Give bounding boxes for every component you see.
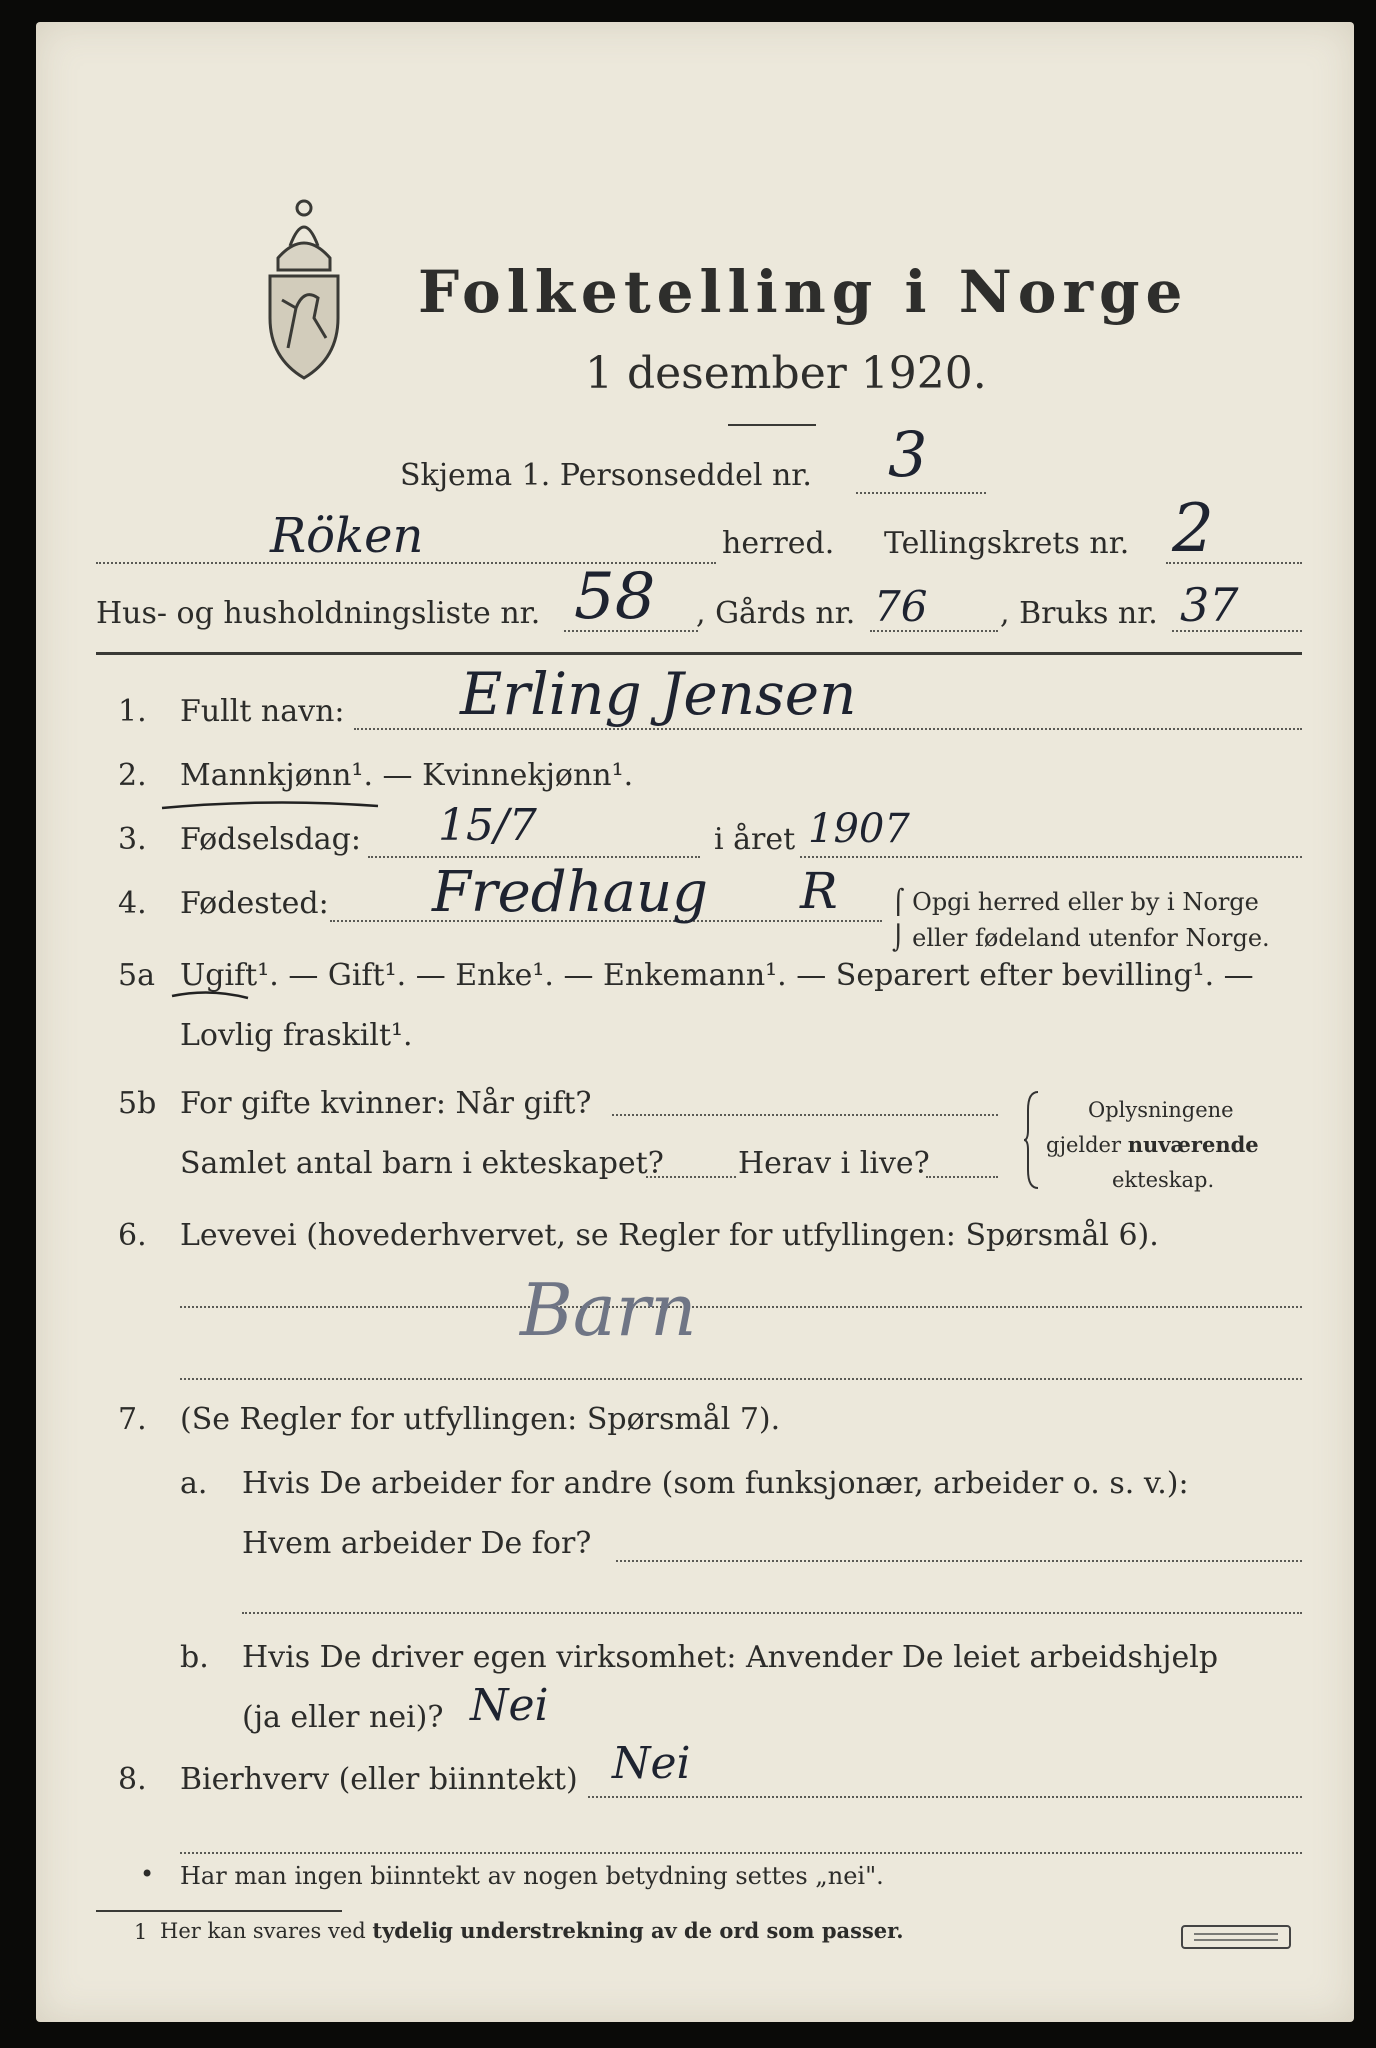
- employer-line-1: [616, 1560, 1302, 1562]
- tellingskrets-label: Tellingskrets nr.: [884, 526, 1130, 561]
- q7b-number: b.: [180, 1640, 209, 1675]
- side-income-line-2: [180, 1852, 1302, 1854]
- gards-label: , Gårds nr.: [696, 596, 856, 631]
- norway-coat-of-arms-icon: [248, 188, 360, 384]
- mannkjonn-underline: [160, 796, 380, 816]
- q3-number: 3.: [118, 822, 147, 857]
- footnote-rule: [96, 1910, 342, 1912]
- star-footnote: Har man ingen biinntekt av nogen betydning settes „nei".: [180, 1862, 884, 1890]
- birthday-line: [368, 856, 700, 858]
- side-income-line: [588, 1796, 1302, 1798]
- side-income-value[interactable]: Nei: [612, 1738, 691, 1789]
- q5b-label: For gifte kvinner: Når gift?: [180, 1086, 592, 1121]
- marital-options[interactable]: Ugift¹. — Gift¹. — Enke¹. — Enkemann¹. — Separert efter bevilling¹. —: [180, 958, 1254, 993]
- gards-nr[interactable]: 76: [874, 582, 928, 631]
- footnote-1-number: 1: [134, 1920, 148, 1944]
- q3-label: Fødselsdag:: [180, 822, 361, 857]
- printer-stamp-icon: [1180, 1924, 1292, 1950]
- q7a-number: a.: [180, 1466, 208, 1501]
- q6-number: 6.: [118, 1218, 147, 1253]
- marital-options-2[interactable]: Lovlig fraskilt¹.: [180, 1018, 413, 1053]
- personseddel-nr[interactable]: 3: [888, 418, 928, 491]
- birthplace-note-2: ⌡ eller fødeland utenfor Norge.: [892, 924, 1270, 952]
- children-label: Samlet antal barn i ekteskapet?: [180, 1146, 664, 1181]
- star-mark: •: [140, 1860, 155, 1888]
- birth-year-value[interactable]: 1907: [808, 806, 910, 852]
- q7a-question: Hvis De arbeider for andre (som funksjonær, arbeider o. s. v.):: [242, 1466, 1189, 1501]
- full-name-value[interactable]: Erling Jensen: [460, 660, 857, 728]
- year-line: [800, 856, 1302, 858]
- footnote-1: Her kan svares ved tydelig understrekning av de ord som passer.: [160, 1918, 904, 1943]
- q5a-number: 5a: [118, 958, 155, 993]
- q5b-note-2: gjelder nuværende: [1046, 1132, 1259, 1157]
- census-date: 1 desember 1920.: [585, 348, 987, 399]
- occupation-line-2: [180, 1378, 1302, 1380]
- occupation-value[interactable]: Barn: [520, 1268, 697, 1352]
- schema-label: Skjema 1. Personseddel nr.: [400, 458, 812, 493]
- birthplace-mark: R: [800, 862, 838, 920]
- bruks-label: , Bruks nr.: [1000, 596, 1158, 631]
- herred-label: herred.: [722, 526, 835, 561]
- household-label: Hus- og husholdningsliste nr.: [96, 596, 541, 631]
- q7-number: 7.: [118, 1402, 147, 1437]
- birthday-value[interactable]: 15/7: [438, 800, 537, 851]
- q4-label: Fødested:: [180, 886, 329, 921]
- herred-value[interactable]: Röken: [270, 508, 424, 564]
- q8-label: Bierhverv (eller biinntekt): [180, 1762, 578, 1797]
- occupation-line-1: [180, 1306, 1302, 1308]
- title-divider: [728, 424, 816, 426]
- q6-label: Levevei (hovederhvervet, se Regler for utfyllingen: Spørsmål 6).: [180, 1218, 1159, 1253]
- q7b-yes-no-label: (ja eller nei)?: [242, 1700, 444, 1735]
- q8-number: 8.: [118, 1762, 147, 1797]
- birthplace-value[interactable]: Fredhaug: [432, 860, 708, 925]
- q5b-brace: [1024, 1090, 1044, 1190]
- household-nr[interactable]: 58: [574, 560, 656, 634]
- q2-number: 2.: [118, 758, 147, 793]
- q1-number: 1.: [118, 694, 147, 729]
- employer-line-2: [242, 1612, 1302, 1614]
- year-label: i året: [714, 822, 796, 857]
- birthplace-note-1: ⌠ Opgi herred eller by i Norge: [892, 888, 1259, 916]
- page-title: Folketelling i Norge: [418, 258, 1189, 326]
- header-rule: [96, 652, 1302, 655]
- q5b-note-1: Oplysningene: [1088, 1098, 1234, 1122]
- q4-number: 4.: [118, 886, 147, 921]
- alive-label: Herav i live?: [738, 1146, 930, 1181]
- q7a-employer-label: Hvem arbeider De for?: [242, 1526, 592, 1561]
- q7-label: (Se Regler for utfyllingen: Spørsmål 7).: [180, 1402, 781, 1437]
- q1-label: Fullt navn:: [180, 694, 345, 729]
- married-when-line: [612, 1114, 998, 1116]
- personseddel-line: [856, 492, 986, 494]
- bruks-nr[interactable]: 37: [1180, 578, 1239, 632]
- sex-options[interactable]: Mannkjønn¹. — Kvinnekjønn¹.: [180, 758, 634, 793]
- q5b-note-3: ekteskap.: [1112, 1168, 1215, 1192]
- ugift-underline: [170, 988, 250, 1004]
- tellingskrets-nr[interactable]: 2: [1172, 490, 1214, 567]
- children-line: [646, 1176, 736, 1178]
- q7b-question: Hvis De driver egen virksomhet: Anvender De leiet arbeidshjelp: [242, 1640, 1219, 1675]
- alive-line: [926, 1176, 998, 1178]
- q1-line: [354, 728, 1302, 730]
- hired-help-value[interactable]: Nei: [470, 1680, 549, 1731]
- q5b-number: 5b: [118, 1086, 157, 1121]
